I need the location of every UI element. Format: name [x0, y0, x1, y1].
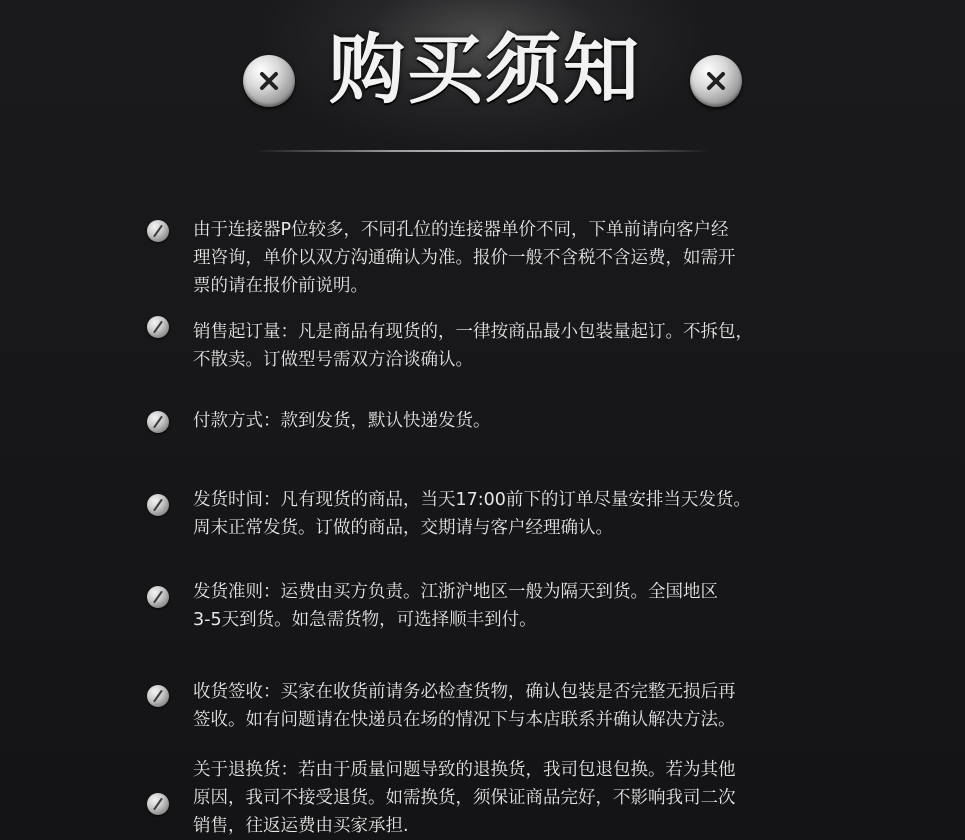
notice-text: 关于退换货：若由于质量问题导致的退换货，我司包退包换。若为其他 原因，我司不接受退货。如需换货，须保证商品完好，不影响我司二次 销售，往返运费由买家承担. — [193, 760, 736, 836]
notice-text: 收货签收：买家在收货前请务必检查货物，确认包装是否完整无损后再 签收。如有问题请在快递员在场的情况下与本店联系并确认解决方法。 — [193, 682, 736, 730]
screw-slot-icon — [147, 793, 169, 815]
notice-text: 销售起订量：凡是商品有现货的，一律按商品最小包装量起订。不拆包， 不散卖。订做型号需双方洽谈确认。 — [193, 322, 753, 370]
notice-text: 付款方式：款到发货，默认快递发货。 — [193, 411, 491, 431]
notice-text: 发货时间：凡有现货的商品，当天17:00前下的订单尽量安排当天发货。 周末正常发货。订做的商品，交期请与客户经理确认。 — [193, 490, 751, 538]
screw-slot-icon — [147, 316, 169, 338]
screw-slot-icon — [147, 411, 169, 433]
screw-slot-icon — [147, 685, 169, 707]
screw-slot-icon — [147, 220, 169, 242]
notice-text: 发货准则：运费由买方负责。江浙沪地区一般为隔天到货。全国地区 3-5天到货。如急需货物，可选择顺丰到付。 — [193, 582, 718, 630]
screw-slot-icon — [147, 586, 169, 608]
page-title: 购买须知 — [329, 25, 641, 114]
screw-slot-icon — [147, 494, 169, 516]
notice-text: 由于连接器P位较多，不同孔位的连接器单价不同，下单前请向客户经 理咨询，单价以双方沟通确认为准。报价一般不含税不含运费，如需开 票的请在报价前说明。 — [193, 220, 736, 296]
